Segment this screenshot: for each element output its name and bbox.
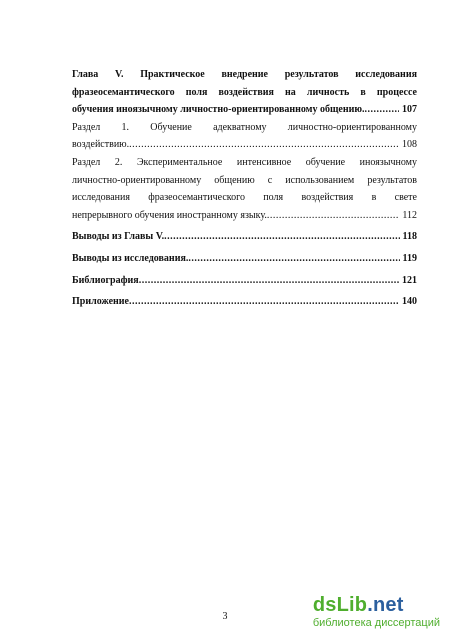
- toc-entry-research-conclusions: [72, 250, 417, 268]
- dslib-watermark[interactable]: [313, 594, 440, 630]
- toc-entry-section-1: [72, 119, 417, 154]
- toc-entry-text: Выводы из исследования.: [72, 252, 189, 264]
- toc-page-number: 108: [402, 139, 417, 151]
- dot-leader: [164, 228, 399, 246]
- toc-entry-chapter-5: [72, 66, 417, 119]
- dot-leader: [139, 272, 399, 290]
- toc-entry-text: исследования фразеосемантического поля воздействия в свете: [72, 192, 417, 204]
- toc-entry-appendix: [72, 293, 417, 311]
- toc-page-number: 140: [402, 296, 417, 308]
- table-of-contents: [72, 66, 417, 311]
- toc-entry-text: Раздел 2. Экспериментальное интенсивное обучение иноязычному: [72, 156, 417, 168]
- toc-entry-text: фразеосемантического поля воздействия на личность в процессе: [72, 86, 417, 98]
- toc-entry-leader-line: [72, 228, 417, 246]
- toc-entry-text: Библиография: [72, 274, 139, 286]
- toc-entry-leader-line: [72, 293, 417, 311]
- logo-text-part1: dsLib: [312, 594, 368, 616]
- toc-entry-leader-line: [72, 272, 417, 290]
- toc-page-number: 112: [402, 209, 417, 221]
- toc-page-number: 121: [402, 274, 417, 286]
- toc-page-number: 119: [402, 252, 417, 264]
- toc-page-number: 107: [402, 104, 417, 116]
- logo-text-part2: .net: [367, 594, 404, 616]
- dot-leader: [267, 207, 400, 225]
- toc-entry-text: Приложение: [72, 296, 129, 308]
- toc-entry-text: Раздел 1. Обучение адекватному личностно-ориентированному: [72, 121, 417, 133]
- toc-page-number: 118: [402, 231, 417, 243]
- toc-entry-text: Выводы из Главы V.: [72, 231, 165, 243]
- toc-entry-text: непрерывного обучения иностранному языку.: [72, 209, 267, 221]
- dot-leader: [129, 293, 399, 311]
- watermark-subtitle: библиотека диссертаций: [312, 617, 440, 629]
- toc-entry-text: Глава V. Практическое внедрение результатов исследования: [72, 69, 417, 80]
- toc-entry-text: обучения иноязычному личностно-ориентированному общению.: [72, 104, 365, 116]
- toc-entry-leader-line: [72, 101, 417, 119]
- toc-entry-text: воздействию.: [72, 139, 130, 151]
- toc-entry-leader-line: [72, 250, 417, 268]
- dslib-logo: [313, 594, 440, 616]
- toc-entry-leader-line: [72, 136, 417, 154]
- dot-leader: [129, 136, 399, 154]
- page-number: 3: [222, 611, 228, 622]
- toc-entry-section-2: [72, 154, 417, 224]
- toc-entry-leader-line: [72, 207, 417, 225]
- dot-leader: [365, 101, 399, 119]
- toc-entry-chapter-5-conclusions: [72, 228, 417, 246]
- toc-entry-bibliography: [72, 272, 417, 290]
- dot-leader: [188, 250, 399, 268]
- toc-entry-text: личностно-ориентированному общению с использованием результатов: [72, 174, 417, 186]
